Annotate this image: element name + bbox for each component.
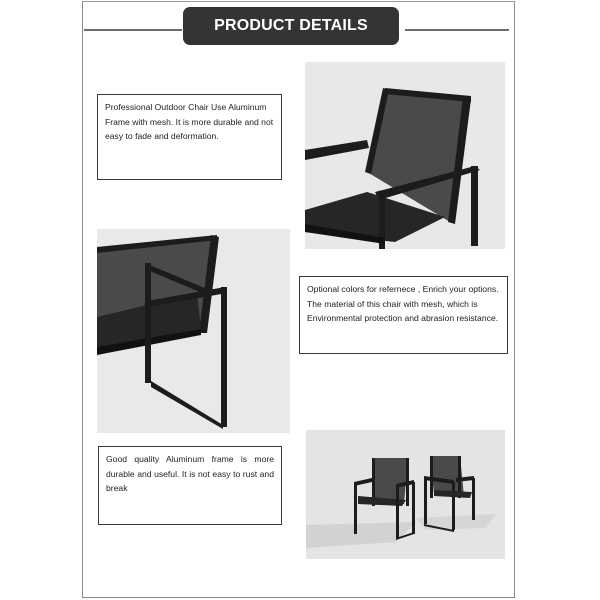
header-divider-right	[405, 29, 509, 31]
header-divider-left	[84, 29, 182, 31]
description-box-1: Professional Outdoor Chair Use Aluminum Frame with mesh. It is more durable and not easy to fade and deformation.	[97, 94, 282, 180]
chair-side-illustration	[97, 229, 290, 433]
chair-closeup-illustration	[305, 62, 505, 249]
two-chairs-illustration	[306, 430, 505, 559]
description-box-2: Optional colors for refernece , Enrich your options. The material of this chair with mesh, which is Environmental protection and abrasion resistance.	[299, 276, 508, 354]
description-box-3: Good quality Aluminum frame is more durable and useful. It is not easy to rust and break	[98, 446, 282, 525]
product-photo-pair	[306, 430, 505, 559]
product-photo-closeup	[305, 62, 505, 249]
product-photo-side	[97, 229, 290, 433]
page-title: PRODUCT DETAILS	[183, 7, 399, 45]
